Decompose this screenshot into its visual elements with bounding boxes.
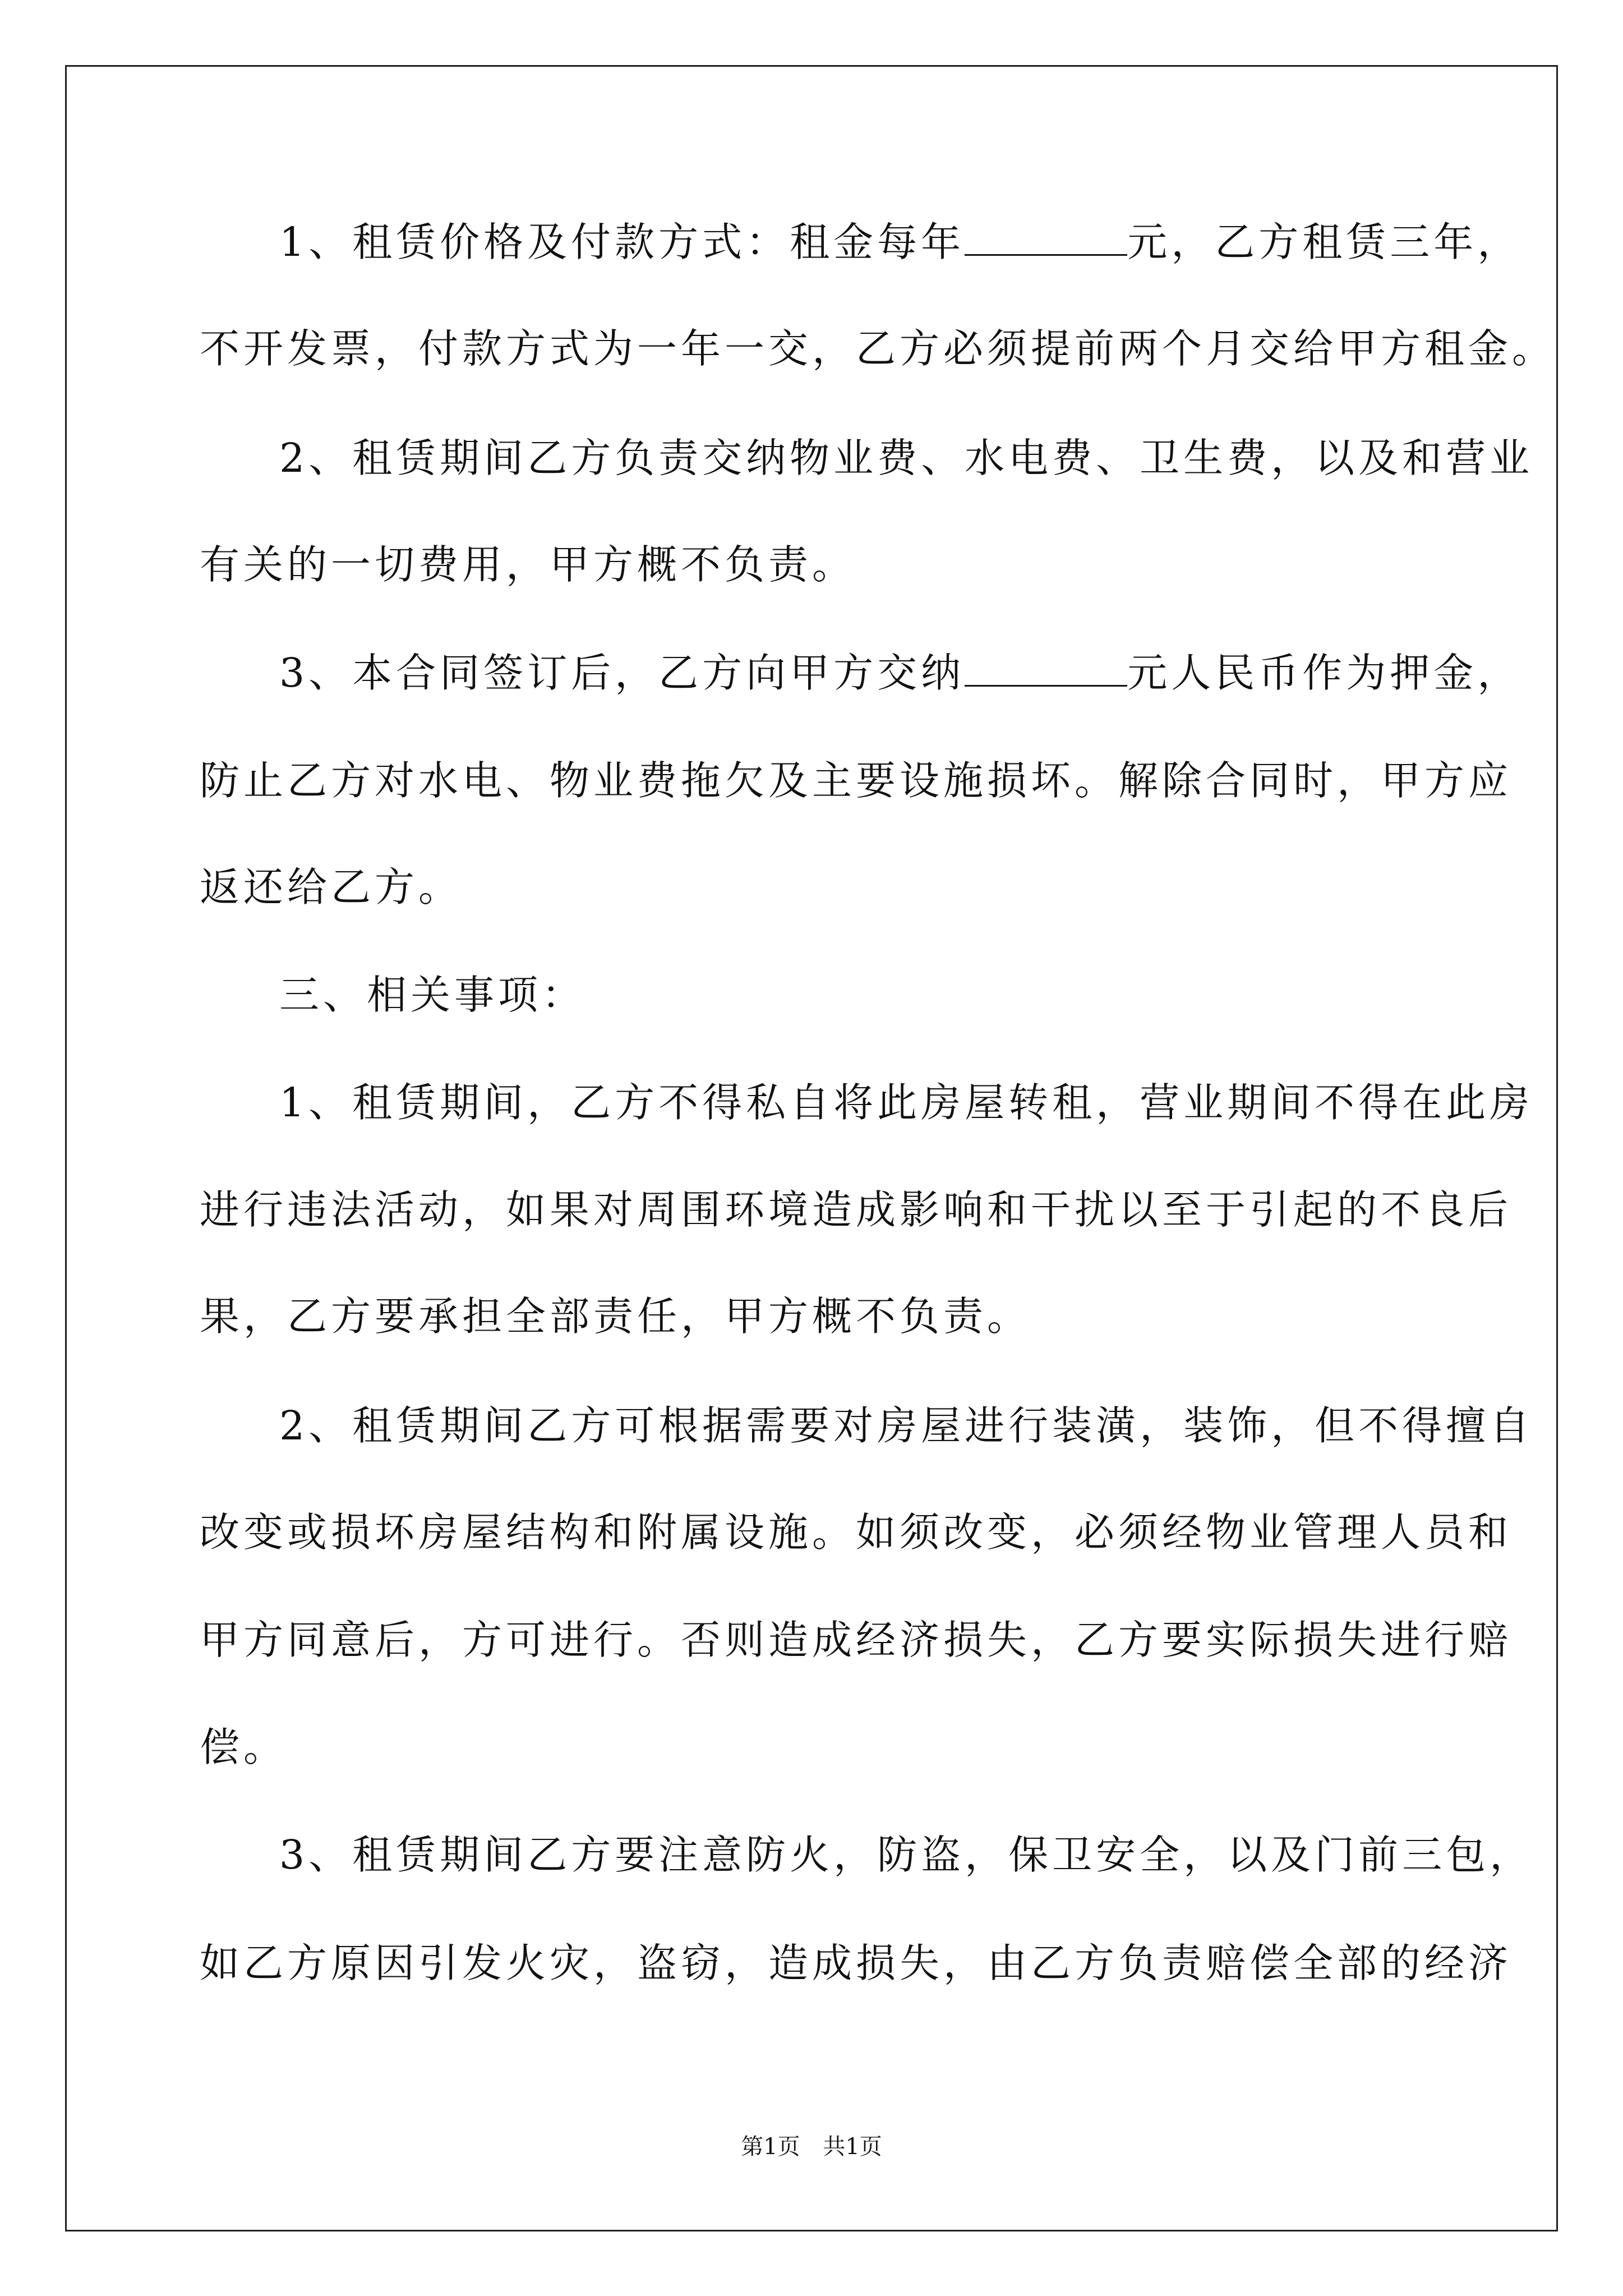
text-line <box>200 1719 287 1775</box>
text-fragment: 防止乙方对水电、物业费拖欠及主要设施损坏。解除合同时，甲方应 <box>200 757 1513 804</box>
text-fragment: 果，乙方要承担全部责任，甲方概不负责。 <box>200 1293 1031 1340</box>
text-fragment: 元人民币作为押金， <box>1127 650 1521 696</box>
text-fragment: 返还给乙方。 <box>200 864 463 910</box>
text-line <box>200 1182 1512 1238</box>
text-line <box>200 753 1512 809</box>
text-fragment: 2、租赁期间乙方可根据需要对房屋进行装潢，装饰，但不得擅自 <box>279 1402 1534 1449</box>
page-number-current: 第1页 <box>741 2134 800 2160</box>
blank-field <box>965 220 1127 256</box>
text-fragment: 1、租赁期间，乙方不得私自将此房屋转租，营业期间不得在此房 <box>279 1079 1534 1126</box>
text-line <box>279 1075 1533 1131</box>
text-fragment: 有关的一切费用，甲方概不负责。 <box>200 541 856 588</box>
page-border <box>65 65 1558 2231</box>
text-line <box>279 1827 1533 1883</box>
text-fragment: 甲方同意后，方可进行。否则造成经济损失，乙方要实际损失进行赔 <box>200 1617 1513 1663</box>
text-fragment: 偿。 <box>200 1724 288 1770</box>
text-fragment: 如乙方原因引发火灾，盗窃，造成损失，由乙方负责赔偿全部的经济 <box>200 1940 1513 1986</box>
text-fragment: 三、相关事项： <box>279 972 586 1018</box>
text-line <box>200 537 856 593</box>
text-line <box>200 321 1556 377</box>
text-line <box>200 1935 1512 1991</box>
text-line <box>200 1504 1512 1561</box>
text-line <box>200 859 462 915</box>
text-line <box>200 1612 1512 1668</box>
text-fragment: 改变或损坏房屋结构和附属设施。如须改变，必须经物业管理人员和 <box>200 1509 1513 1556</box>
text-fragment: 进行违法活动，如果对周围环境造成影响和干扰以至于引起的不良后 <box>200 1186 1513 1233</box>
text-line <box>279 214 1521 270</box>
text-line <box>279 645 1521 701</box>
text-line <box>279 1398 1533 1454</box>
page-number-total: 共1页 <box>823 2134 882 2160</box>
text-fragment: 2、租赁期间乙方负责交纳物业费、水电费、卫生费，以及和营业 <box>279 435 1534 481</box>
page-footer <box>0 2129 1623 2161</box>
text-fragment: 不开发票，付款方式为一年一交，乙方必须提前两个月交给甲方租金。 <box>200 325 1556 372</box>
text-fragment: 3、本合同签订后，乙方向甲方交纳 <box>279 650 965 696</box>
text-fragment: 元，乙方租赁三年， <box>1127 219 1521 265</box>
text-line <box>200 1289 1031 1345</box>
blank-field <box>965 651 1127 687</box>
text-fragment: 3、租赁期间乙方要注意防火，防盗，保卫安全，以及门前三包， <box>279 1832 1534 1878</box>
section-heading <box>279 967 585 1023</box>
text-line <box>279 430 1533 486</box>
text-fragment: 1、租赁价格及付款方式：租金每年 <box>279 219 965 265</box>
